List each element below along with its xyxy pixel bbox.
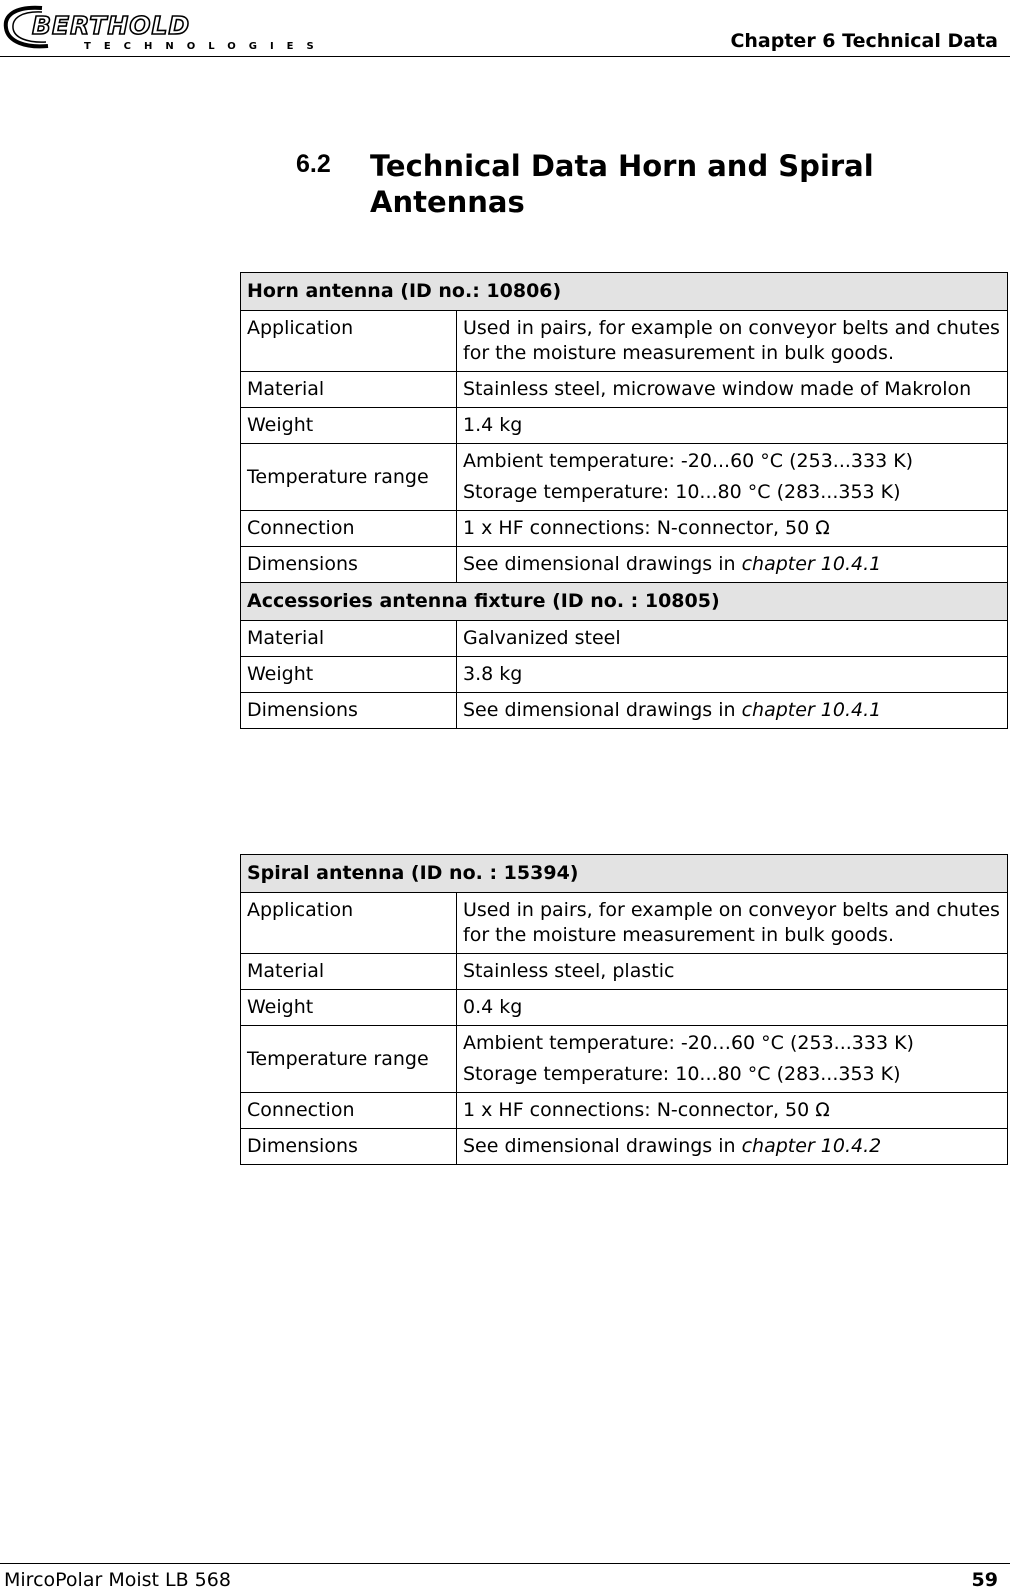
table-row [241,511,1008,547]
row-label: Dimensions [241,1129,457,1165]
section-number: 6.2 [296,150,331,178]
row-value [457,1026,1008,1093]
row-value: Stainless steel, plastic [457,954,1008,990]
logo-subtext: TECHNOLOGIES [84,41,327,52]
row-label: Temperature range [241,1026,457,1093]
table-row [241,1129,1008,1165]
row-label: Weight [241,408,457,444]
table-row [241,954,1008,990]
table-row [241,311,1008,372]
spiral-antenna-table [240,854,1008,1165]
ambient-temperature: Ambient temperature: -20...60 °C (253...333 K) [463,450,914,472]
row-value: Galvanized steel [457,621,1008,657]
chapter-reference: chapter 10.4.2 [741,1135,882,1157]
section-title: Technical Data Horn and Spiral Antennas [370,149,874,219]
horn-table-title: Horn antenna (ID no.: 10806) [241,273,1008,311]
chapter-title: Chapter 6 Technical Data [730,30,998,52]
dimensions-text: See dimensional drawings in [463,1135,742,1157]
row-label: Connection [241,511,457,547]
row-value: 1.4 kg [457,408,1008,444]
table-header-row [241,273,1008,311]
fixture-table-title: Accessories antenna fixture (ID no. : 10805) [241,583,1008,621]
row-value [457,444,1008,511]
row-label: Material [241,372,457,408]
table-row [241,657,1008,693]
row-label: Dimensions [241,547,457,583]
row-label: Connection [241,1093,457,1129]
row-value [457,1129,1008,1165]
table-header-row [241,855,1008,893]
chapter-reference: chapter 10.4.1 [741,553,882,575]
row-value: 3.8 kg [457,657,1008,693]
document-name: MircoPolar Moist LB 568 [4,1569,231,1591]
row-label: Temperature range [241,444,457,511]
row-value [457,547,1008,583]
dimensions-text: See dimensional drawings in [463,553,742,575]
row-label: Weight [241,657,457,693]
storage-temperature: Storage temperature: 10...80 °C (283...353 K) [463,1063,901,1085]
chapter-reference: chapter 10.4.1 [741,699,882,721]
berthold-logo [2,2,327,54]
table-row [241,621,1008,657]
row-value [457,693,1008,729]
table-row [241,893,1008,954]
row-label: Material [241,621,457,657]
logo-wordmark: BERTHOLD [32,11,191,40]
storage-temperature: Storage temperature: 10...80 °C (283...353 K) [463,481,901,503]
row-value: Used in pairs, for example on conveyor belts and chutes for the moisture measurement in bulk goods. [457,893,1008,954]
table-row [241,1093,1008,1129]
ambient-temperature: Ambient temperature: -20…60 °C (253...333 K) [463,1032,914,1054]
table-row [241,444,1008,511]
page-header [0,0,1010,58]
header-divider [0,56,1010,57]
row-label: Application [241,311,457,372]
row-label: Dimensions [241,693,457,729]
table-row [241,547,1008,583]
row-value: Stainless steel, microwave window made of Makrolon [457,372,1008,408]
page-number: 59 [971,1569,998,1591]
table-row [241,693,1008,729]
row-value: Used in pairs, for example on conveyor belts and chutes for the moisture measurement in bulk goods. [457,311,1008,372]
row-label: Application [241,893,457,954]
row-value: 0.4 kg [457,990,1008,1026]
row-label: Material [241,954,457,990]
table-row [241,990,1008,1026]
dimensions-text: See dimensional drawings in [463,699,742,721]
row-value: 1 x HF connections: N-connector, 50 Ω [457,511,1008,547]
table-header-row [241,583,1008,621]
table-row [241,372,1008,408]
row-label: Weight [241,990,457,1026]
spiral-table-title: Spiral antenna (ID no. : 15394) [241,855,1008,893]
table-row [241,1026,1008,1093]
horn-antenna-table [240,272,1008,729]
row-value: 1 x HF connections: N-connector, 50 Ω [457,1093,1008,1129]
footer-divider [0,1563,1010,1564]
table-row [241,408,1008,444]
